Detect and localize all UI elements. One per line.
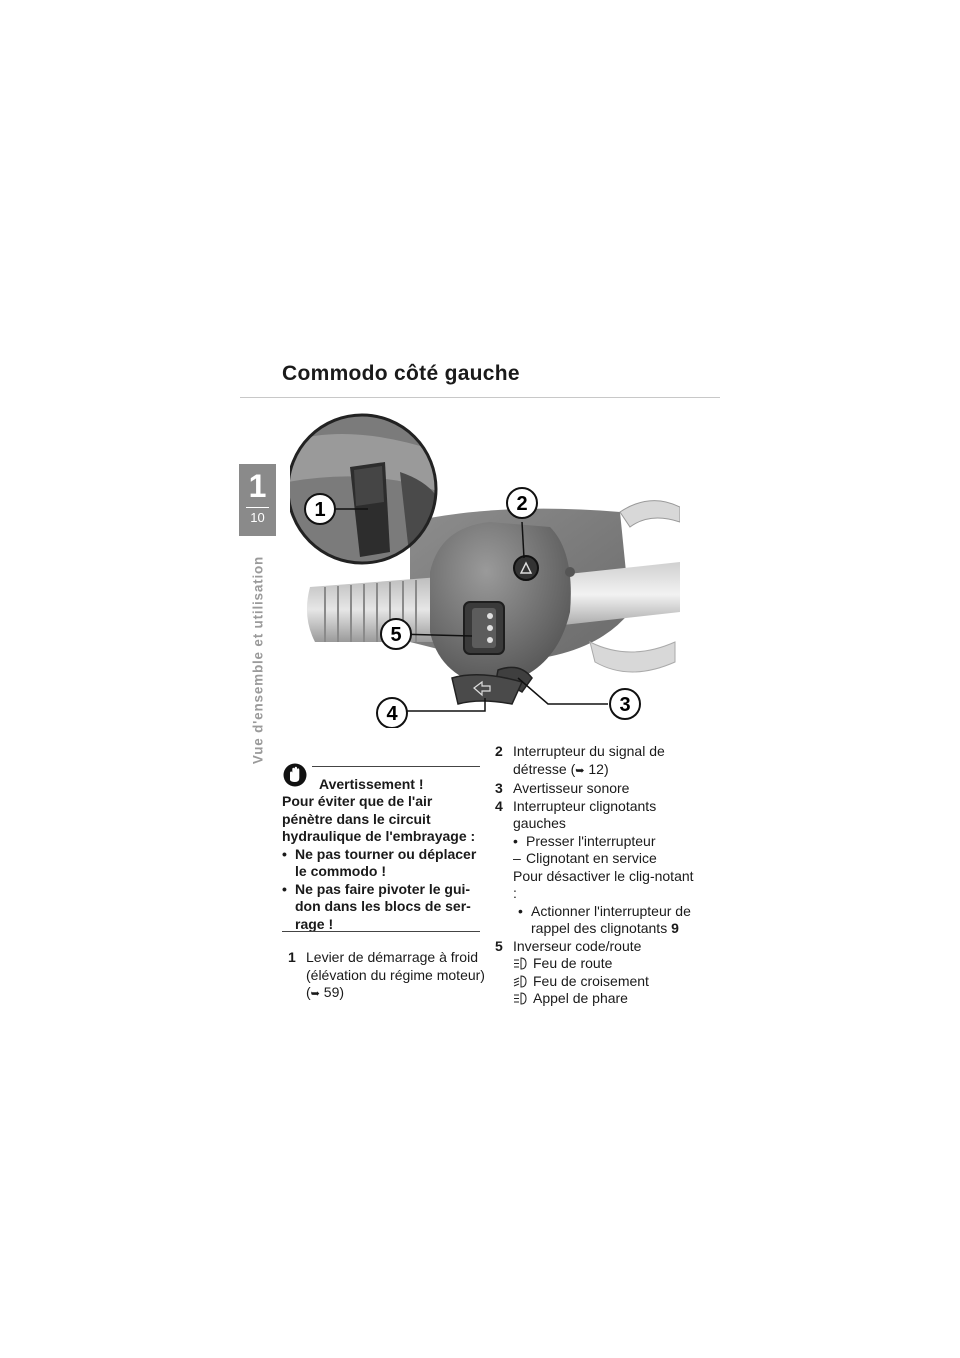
callout-1: 1 xyxy=(314,499,326,521)
legend-left-column xyxy=(288,949,488,1004)
legend-right-column xyxy=(495,743,695,1008)
callout-5: 5 xyxy=(390,624,402,646)
warning-title: Avertissement ! xyxy=(319,776,424,792)
warning-bullet: • Ne pas faire pivoter le gui-don dans les blocs de ser-rage ! xyxy=(282,881,482,934)
legend-item-3: 3 Avertisseur sonore xyxy=(495,780,630,796)
lamp-row-low-beam: Feu de croisement xyxy=(495,973,695,991)
legend-item-2: 2 Interrupteur du signal de détresse (➥ 12) xyxy=(495,743,665,777)
page-number: 10 xyxy=(250,510,265,525)
warning-body xyxy=(282,793,482,933)
callout-2: 2 xyxy=(516,493,528,515)
lamp-row-headlight-flash: Appel de phare xyxy=(495,990,695,1008)
chapter-number: 1 xyxy=(248,468,267,504)
hand-warning-icon xyxy=(283,763,307,787)
title-divider xyxy=(240,397,720,398)
warning-intro: Pour éviter que de l'air pénètre dans le circuit hydraulique de l'embrayage : xyxy=(282,793,476,844)
item4-sub-bullet: • Actionner l'interrupteur de rappel des clignotants 9 xyxy=(518,903,695,938)
item4-deactivate: Pour désactiver le clig-notant : xyxy=(513,867,694,901)
item4-bullet: • Presser l'interrupteur xyxy=(513,833,695,851)
high-beam-icon xyxy=(513,957,527,970)
warning-bullet: • Ne pas tourner ou déplacer le commodo ! xyxy=(282,846,482,881)
low-beam-icon xyxy=(513,975,527,988)
warning-bottom-rule xyxy=(282,931,480,932)
page-ref-arrow-icon: ➥ xyxy=(310,988,320,1000)
side-chapter-title: Vue d'ensemble et utilisation xyxy=(250,555,266,765)
lamp-row-high-beam: Feu de route xyxy=(495,955,695,973)
page-title: Commodo côté gauche xyxy=(282,362,520,385)
chapter-divider xyxy=(246,507,269,508)
legend-item-1: 1 Levier de démarrage à froid (élévation du régime moteur) (➥ 59) xyxy=(288,949,485,1000)
legend-item-4: 4 Interrupteur clignotants gauches • Presser l'interrupteur – Clignotant en service Pour désactiver le clig-notant : • Actionner l'interrupteur de rappel des clignotants 9 xyxy=(495,798,695,938)
headlight-flash-icon xyxy=(513,992,527,1005)
item4-dash: – Clignotant en service xyxy=(513,850,695,868)
page-ref-arrow-icon: ➥ xyxy=(575,764,585,777)
warning-top-rule xyxy=(312,766,480,767)
callout-3: 3 xyxy=(619,694,631,716)
handlebar-switch-photo xyxy=(290,412,680,728)
callout-4: 4 xyxy=(386,703,398,725)
legend-item-5: 5 Inverseur code/route xyxy=(495,937,642,954)
